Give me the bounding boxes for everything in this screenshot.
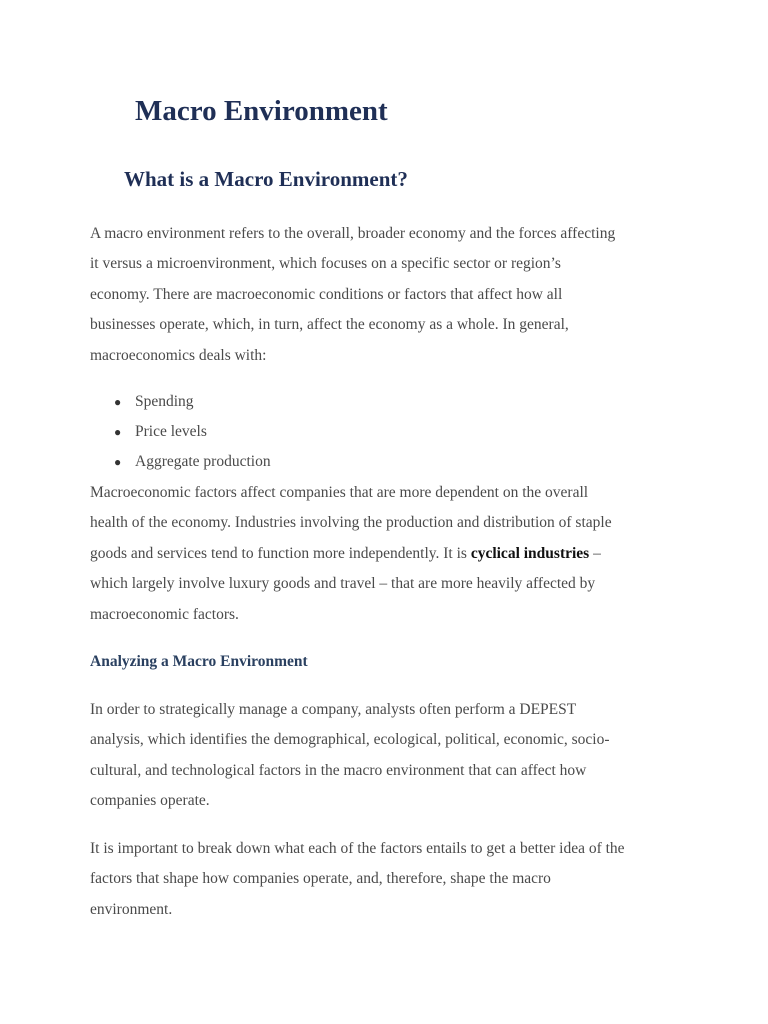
text-line: environment.: [90, 900, 173, 918]
text-segment: goods and services tend to function more independently. It is: [90, 544, 471, 562]
section-heading: Analyzing a Macro Environment: [90, 653, 308, 670]
text-line: analysis, which identifies the demographical, ecological, political, economic, socio-: [90, 731, 610, 749]
text-line: In order to strategically manage a company, analysts often perform a DEPEST: [90, 701, 577, 718]
text-line: factors that shape how companies operate, and, therefore, shape the macro: [90, 870, 551, 888]
closing-paragraph: [90, 834, 690, 925]
text-line: which largely involve luxury goods and travel – that are more heavily affected by: [90, 575, 596, 593]
page-subtitle: What is a Macro Environment?: [124, 167, 408, 191]
text-line: It is important to break down what each of the factors entails to get a better idea of the: [90, 840, 625, 857]
intro-paragraph: [90, 219, 690, 371]
text-line: it versus a microenvironment, which focuses on a specific sector or region’s: [90, 255, 561, 273]
bold-term: cyclical industries: [470, 544, 590, 562]
list-item-label: Aggregate production: [135, 453, 271, 470]
list-item: [90, 447, 271, 477]
list-item: [90, 417, 271, 447]
list-item-label: Price levels: [135, 423, 207, 440]
text-line: cultural, and technological factors in the macro environment that can affect how: [90, 761, 587, 779]
text-line: macroeconomics deals with:: [90, 346, 267, 364]
text-line: A macro environment refers to the overall, broader economy and the forces affecting: [90, 225, 616, 242]
text-segment: –: [589, 544, 601, 562]
text-line: companies operate.: [90, 792, 210, 810]
bullet-icon: ●: [114, 425, 122, 439]
text-line: health of the economy. Industries involving the production and distribution of staple: [90, 514, 612, 532]
text-line: macroeconomic factors.: [90, 605, 239, 623]
depest-paragraph: [90, 695, 690, 817]
bullet-icon: ●: [114, 455, 122, 469]
bullet-icon: ●: [114, 395, 122, 409]
page-title: Macro Environment: [135, 95, 388, 127]
text-line: businesses operate, which, in turn, affect the economy as a whole. In general,: [90, 316, 569, 334]
bullet-list: [90, 387, 271, 477]
list-item-label: Spending: [135, 393, 194, 410]
list-item: [90, 387, 271, 417]
text-line: Macroeconomic factors affect companies that are more dependent on the overall: [90, 484, 589, 501]
text-line: economy. There are macroeconomic conditions or factors that affect how all: [90, 285, 563, 303]
text-line: [90, 539, 690, 569]
factors-paragraph: [90, 478, 690, 630]
